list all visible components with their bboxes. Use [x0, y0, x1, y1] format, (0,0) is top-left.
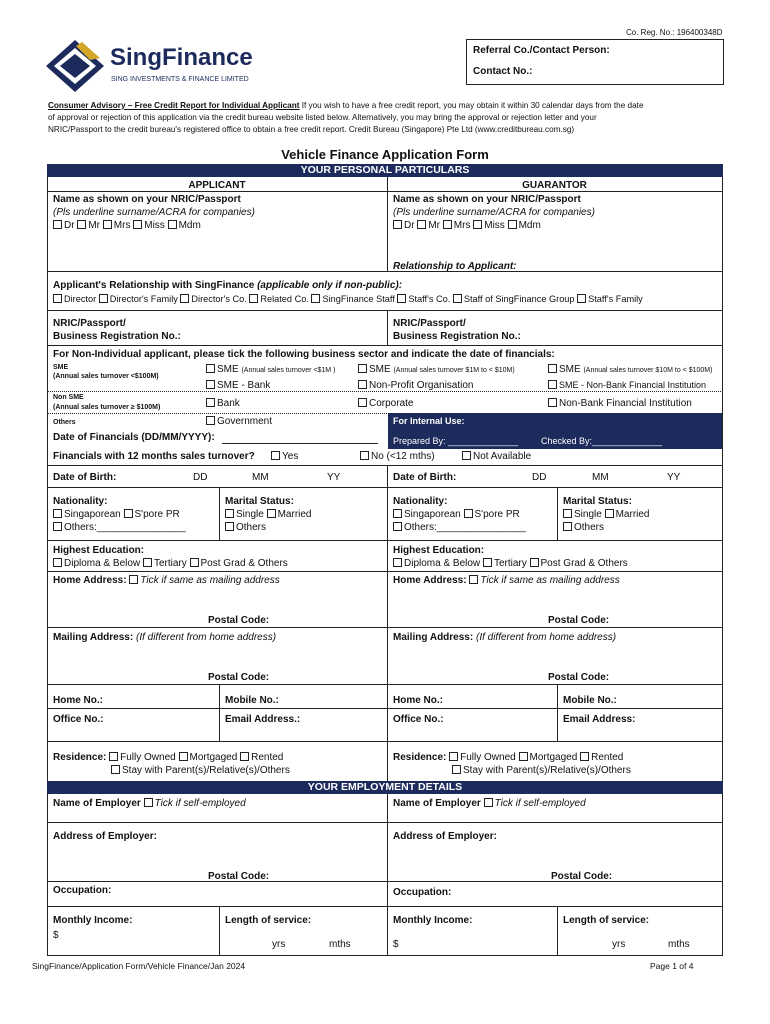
checkbox-related-co[interactable] — [249, 294, 258, 303]
checkbox-single[interactable] — [563, 509, 572, 518]
guarantor-employer-postal-label: Postal Code: — [551, 871, 613, 882]
sector-sme-sub: (Annual sales turnover <$100M) — [53, 373, 159, 380]
applicant-residence-parents[interactable]: Stay with Parent(s)/Relative(s)/Others — [111, 765, 290, 776]
guarantor-nationality-options[interactable]: Singaporean S'pore PR — [393, 509, 520, 520]
referral-contact-person-label: Referral Co./Contact Person: — [473, 45, 610, 56]
guarantor-home-address-label[interactable]: Home Address: Tick if same as mailing address — [393, 575, 620, 586]
relationship-label: Applicant's Relationship with SingFinance (applicable only if non-public): — [53, 280, 403, 291]
guarantor-income-currency: $ — [393, 939, 399, 950]
applicant-name-hint: (Pls underline surname/ACRA for companies) — [53, 207, 255, 218]
date-of-financials-label: Date of Financials (DD/MM/YYYY): — [53, 432, 215, 443]
checkbox-rented[interactable] — [240, 752, 249, 761]
footer-doc-ref: SingFinance/Application Form/Vehicle Finance/Jan 2024 — [32, 961, 246, 971]
guarantor-salutation-group[interactable]: Dr Mr Mrs Miss Mdm — [393, 220, 541, 231]
checkbox-single[interactable] — [225, 509, 234, 518]
guarantor-education-options[interactable]: Diploma & Below Tertiary Post Grad & Others — [393, 558, 628, 569]
applicant-office-no-label: Office No.: — [53, 714, 104, 725]
applicant-home-address-label[interactable]: Home Address: Tick if same as mailing address — [53, 575, 280, 586]
guarantor-education-label: Highest Education: — [393, 545, 485, 556]
consumer-advisory-line1 — [48, 101, 644, 110]
checkbox-stay-with-parents[interactable] — [452, 765, 461, 774]
guarantor-nric-label: NRIC/Passport/ — [393, 318, 466, 329]
applicant-employer-address-label: Address of Employer: — [53, 831, 157, 842]
bank-option[interactable]: Bank — [206, 398, 240, 409]
sme-option-1[interactable]: SME (Annual sales turnover <$1M ) — [206, 364, 335, 375]
checkbox-spore-pr[interactable] — [464, 509, 473, 518]
applicant-nationality-options[interactable]: Singaporean S'pore PR — [53, 509, 180, 520]
footer-page-number: Page 1 of 4 — [650, 961, 694, 971]
checkbox-singaporean[interactable] — [393, 509, 402, 518]
checkbox-postgrad[interactable] — [530, 558, 539, 567]
consumer-advisory-line2: of approval or rejection of this application via the credit bureau website listed below. Alternatively, you may bring the approval or rejection letter and your — [48, 113, 597, 122]
applicant-nationality-others[interactable]: Others:________________ — [53, 522, 186, 533]
guarantor-heading: GUARANTOR — [522, 180, 587, 191]
consumer-advisory-title: Consumer Advisory – Free Credit Report for Individual Applicant — [48, 101, 300, 110]
checkbox-fully-owned[interactable] — [449, 752, 458, 761]
checkbox-government[interactable] — [206, 416, 215, 425]
relationship-to-applicant-label: Relationship to Applicant: — [393, 261, 517, 272]
checkbox-others[interactable] — [393, 522, 402, 531]
guarantor-dob-mm[interactable]: MM — [592, 472, 609, 483]
consumer-advisory-line3: NRIC/Passport to the credit bureau's registered office to obtain a free credit report. Credit Bureau (Singapore) Pte Ltd (www.creditbureau.com.sg) — [48, 125, 575, 134]
guarantor-nationality-label: Nationality: — [393, 496, 448, 507]
referral-contact-no-label: Contact No.: — [473, 66, 533, 77]
financials-na[interactable]: Not Available — [462, 451, 531, 462]
checkbox-directors-co[interactable] — [180, 294, 189, 303]
applicant-email-label: Email Address.: — [225, 714, 301, 725]
checkbox-same-as-mailing[interactable] — [469, 575, 478, 584]
business-sector-title: For Non-Individual applicant, please tick the following business sector and indicate the date of financials: — [53, 349, 555, 360]
checkbox-mortgaged[interactable] — [179, 752, 188, 761]
applicant-income-currency: $ — [53, 930, 59, 941]
checkbox-nonbank[interactable] — [548, 398, 557, 407]
checkbox-mdm[interactable] — [508, 220, 517, 229]
checkbox-corporate[interactable] — [358, 398, 367, 407]
checkbox-sme-3[interactable] — [548, 364, 557, 373]
applicant-home-no-label: Home No.: — [53, 695, 103, 706]
checkbox-miss[interactable] — [473, 220, 482, 229]
checkbox-tertiary[interactable] — [483, 558, 492, 567]
sector-others-label: Others — [53, 419, 76, 426]
checkbox-no[interactable] — [360, 451, 369, 460]
checkbox-mortgaged[interactable] — [519, 752, 528, 761]
applicant-income-label: Monthly Income: — [53, 915, 133, 926]
guarantor-office-no-label: Office No.: — [393, 714, 444, 725]
guarantor-name-label: Name as shown on your NRIC/Passport — [393, 194, 581, 205]
checkbox-sme-nonbank[interactable] — [548, 380, 557, 389]
guarantor-dob-label: Date of Birth: — [393, 472, 457, 483]
guarantor-occupation-label: Occupation: — [393, 887, 452, 898]
date-of-financials-field[interactable] — [222, 443, 378, 444]
guarantor-residence[interactable]: Residence: Fully Owned Mortgaged Rented — [393, 752, 624, 763]
relationship-options[interactable]: Director Director's Family Director's Co. Related Co. SingFinance Staff Staff's Co. Staff of SingFinance Group Staff's Family — [53, 294, 643, 304]
checkbox-yes[interactable] — [271, 451, 280, 460]
logo-subtitle: SING INVESTMENTS & FINANCE LIMITED — [111, 76, 249, 83]
sme-bank-option[interactable]: SME - Bank — [206, 380, 270, 391]
applicant-marital-others[interactable]: Others — [225, 522, 266, 533]
checkbox-singaporean[interactable] — [53, 509, 62, 518]
checkbox-mrs[interactable] — [443, 220, 452, 229]
checkbox-miss[interactable] — [133, 220, 142, 229]
personal-particulars-header: YOUR PERSONAL PARTICULARS — [47, 164, 723, 177]
checkbox-mrs[interactable] — [103, 220, 112, 229]
guarantor-income-label: Monthly Income: — [393, 915, 473, 926]
checkbox-sme-bank[interactable] — [206, 380, 215, 389]
applicant-mobile-no-label: Mobile No.: — [225, 695, 279, 706]
sector-nonsme-label: Non SME — [53, 394, 84, 401]
checkbox-dr[interactable] — [393, 220, 402, 229]
checked-by-label: Checked By:______________ — [541, 436, 663, 446]
guarantor-residence-parents[interactable]: Stay with Parent(s)/Relative(s)/Others — [452, 765, 631, 776]
consumer-advisory-text1: If you wish to have a free credit report, you may obtain it within 30 calendar days from the date — [299, 101, 644, 110]
guarantor-brn-label: Business Registration No.: — [393, 331, 521, 342]
guarantor-employer-label[interactable]: Name of Employer Tick if self-employed — [393, 798, 586, 809]
applicant-marital-options[interactable]: Single Married — [225, 509, 312, 520]
checkbox-staffs-family[interactable] — [577, 294, 586, 303]
guarantor-service-label: Length of service: — [563, 915, 650, 926]
sector-sme-label: SME — [53, 364, 69, 371]
checkbox-not-available[interactable] — [462, 451, 471, 460]
applicant-employer-label[interactable]: Name of Employer Tick if self-employed — [53, 798, 246, 809]
sme-nonbank-option[interactable]: SME - Non-Bank Financial Institution — [548, 380, 706, 390]
applicant-occupation-label: Occupation: — [53, 885, 112, 896]
checkbox-others[interactable] — [563, 522, 572, 531]
checkbox-others[interactable] — [53, 522, 62, 531]
checkbox-staffs-co[interactable] — [397, 294, 406, 303]
sme-option-2[interactable]: SME (Annual sales turnover $1M to < $10M) — [358, 364, 515, 375]
guarantor-home-no-label: Home No.: — [393, 695, 443, 706]
form-title: Vehicle Finance Application Form — [281, 147, 489, 162]
nonbank-option[interactable]: Non-Bank Financial Institution — [548, 398, 692, 409]
guarantor-dob-dd[interactable]: DD — [532, 472, 547, 483]
npo-option[interactable]: Non-Profit Organisation — [358, 380, 474, 391]
applicant-service-label: Length of service: — [225, 915, 312, 926]
checkbox-fully-owned[interactable] — [109, 752, 118, 761]
applicant-dob-mm[interactable]: MM — [252, 472, 269, 483]
checkbox-self-employed[interactable] — [144, 798, 153, 807]
applicant-education-options[interactable]: Diploma & Below Tertiary Post Grad & Others — [53, 558, 288, 569]
checkbox-mr[interactable] — [417, 220, 426, 229]
guarantor-service-yrs: yrs — [612, 939, 626, 950]
applicant-name-label: Name as shown on your NRIC/Passport — [53, 194, 241, 205]
checkbox-dr[interactable] — [53, 220, 62, 229]
company-reg-no: Co. Reg. No.: 196400348D — [626, 28, 723, 37]
checkbox-others[interactable] — [225, 522, 234, 531]
checkbox-bank[interactable] — [206, 398, 215, 407]
checkbox-postgrad[interactable] — [190, 558, 199, 567]
applicant-education-label: Highest Education: — [53, 545, 145, 556]
logo-wordmark: SingFinance — [110, 44, 253, 71]
applicant-residence[interactable]: Residence: Fully Owned Mortgaged Rented — [53, 752, 284, 763]
checkbox-stay-with-parents[interactable] — [111, 765, 120, 774]
checkbox-diploma[interactable] — [393, 558, 402, 567]
applicant-heading: APPLICANT — [188, 180, 246, 191]
government-option[interactable]: Government — [206, 416, 272, 427]
corporate-option[interactable]: Corporate — [358, 398, 413, 409]
guarantor-mobile-no-label: Mobile No.: — [563, 695, 617, 706]
employment-details-header: YOUR EMPLOYMENT DETAILS — [47, 781, 723, 794]
sme-option-3[interactable]: SME (Annual sales turnover $10M to < $100M) — [548, 364, 712, 375]
applicant-salutation-group[interactable]: Dr Mr Mrs Miss Mdm — [53, 220, 201, 231]
applicant-dob-yy[interactable]: YY — [327, 472, 341, 483]
checkbox-tertiary[interactable] — [143, 558, 152, 567]
applicant-brn-label: Business Registration No.: — [53, 331, 181, 342]
applicant-employer-postal-label: Postal Code: — [208, 871, 270, 882]
applicant-dob-dd[interactable]: DD — [193, 472, 208, 483]
guarantor-marital-label: Marital Status: — [563, 496, 632, 507]
checkbox-sme-1[interactable] — [206, 364, 215, 373]
applicant-nationality-label: Nationality: — [53, 496, 108, 507]
applicant-service-yrs: yrs — [272, 939, 286, 950]
checkbox-married[interactable] — [267, 509, 276, 518]
checkbox-same-as-mailing[interactable] — [129, 575, 138, 584]
prepared-by-label: Prepared By: ______________ — [393, 436, 519, 446]
applicant-service-mths: mths — [329, 939, 351, 950]
applicant-mailing-postal-label: Postal Code: — [208, 672, 270, 683]
internal-use-label: For Internal Use: — [393, 416, 465, 426]
guarantor-marital-options[interactable]: Single Married — [563, 509, 650, 520]
guarantor-mailing-postal-label: Postal Code: — [548, 672, 610, 683]
guarantor-nationality-others[interactable]: Others:________________ — [393, 522, 526, 533]
guarantor-service-mths: mths — [668, 939, 690, 950]
checkbox-singfinance-staff[interactable] — [311, 294, 320, 303]
singfinance-logo-icon — [46, 40, 104, 92]
guarantor-name-hint: (Pls underline surname/ACRA for companies) — [393, 207, 595, 218]
financials-no[interactable]: No (<12 mths) — [360, 451, 435, 462]
guarantor-dob-yy[interactable]: YY — [667, 472, 681, 483]
applicant-dob-label: Date of Birth: — [53, 472, 117, 483]
checkbox-sme-2[interactable] — [358, 364, 367, 373]
applicant-marital-label: Marital Status: — [225, 496, 294, 507]
checkbox-directors-family[interactable] — [99, 294, 108, 303]
applicant-nric-label: NRIC/Passport/ — [53, 318, 126, 329]
checkbox-director[interactable] — [53, 294, 62, 303]
financials-12-label: Financials with 12 months sales turnover? — [53, 451, 255, 462]
guarantor-employer-address-label: Address of Employer: — [393, 831, 497, 842]
guarantor-email-label: Email Address: — [563, 714, 636, 725]
checkbox-npo[interactable] — [358, 380, 367, 389]
checkbox-diploma[interactable] — [53, 558, 62, 567]
checkbox-mdm[interactable] — [168, 220, 177, 229]
guarantor-mailing-address-label: Mailing Address: (If different from home address) — [393, 632, 617, 643]
checkbox-self-employed[interactable] — [484, 798, 493, 807]
checkbox-mr[interactable] — [77, 220, 86, 229]
checkbox-spore-pr[interactable] — [124, 509, 133, 518]
applicant-mailing-address-label: Mailing Address: (If different from home address) — [53, 632, 277, 643]
financials-yes[interactable]: Yes — [271, 451, 298, 462]
checkbox-rented[interactable] — [580, 752, 589, 761]
checkbox-staff-of-group[interactable] — [453, 294, 462, 303]
sector-nonsme-sub: (Annual sales turnover ≥ $100M) — [53, 404, 161, 411]
guarantor-marital-others[interactable]: Others — [563, 522, 604, 533]
guarantor-home-postal-label: Postal Code: — [548, 615, 610, 626]
applicant-home-postal-label: Postal Code: — [208, 615, 270, 626]
checkbox-married[interactable] — [605, 509, 614, 518]
